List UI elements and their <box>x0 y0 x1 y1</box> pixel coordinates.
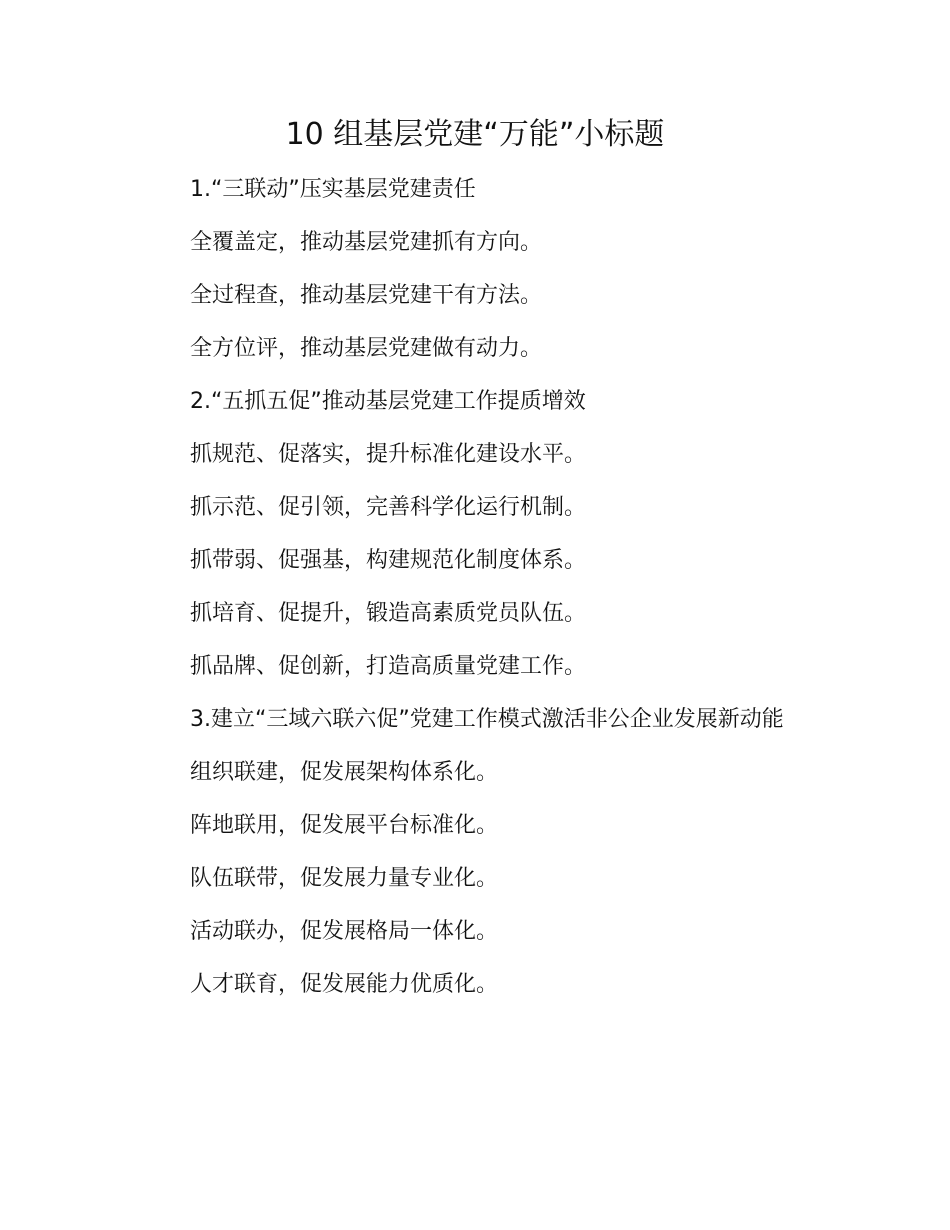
document-title: 10 组基层党建“万能”小标题 <box>285 117 665 152</box>
paragraph: 抓规范、促落实，提升标准化建设水平。 <box>190 442 587 467</box>
paragraph: 全方位评，推动基层党建做有动力。 <box>190 336 543 361</box>
paragraph: 抓品牌、促创新，打造高质量党建工作。 <box>190 654 587 679</box>
heading-1: 1.“三联动”压实基层党建责任 <box>190 177 476 202</box>
document-body <box>140 168 820 1016</box>
paragraph: 抓培育、促提升，锻造高素质党员队伍。 <box>190 601 587 626</box>
paragraph: 人才联育，促发展能力优质化。 <box>190 972 499 997</box>
paragraph: 活动联办，促发展格局一体化。 <box>190 919 499 944</box>
paragraph: 抓带弱、促强基，构建规范化制度体系。 <box>190 548 587 573</box>
paragraph: 抓示范、促引领，完善科学化运行机制。 <box>190 495 587 520</box>
paragraph: 全覆盖定，推动基层党建抓有方向。 <box>190 230 543 255</box>
heading-2: 2.“五抓五促”推动基层党建工作提质增效 <box>190 389 586 414</box>
paragraph: 全过程查，推动基层党建干有方法。 <box>190 283 543 308</box>
paragraph: 阵地联用，促发展平台标准化。 <box>190 813 499 838</box>
paragraph: 队伍联带，促发展力量专业化。 <box>190 866 499 891</box>
heading-3: 3.建立“三域六联六促”党建工作模式激活非公企业发展新动能 <box>190 707 784 732</box>
paragraph: 组织联建，促发展架构体系化。 <box>190 760 499 785</box>
